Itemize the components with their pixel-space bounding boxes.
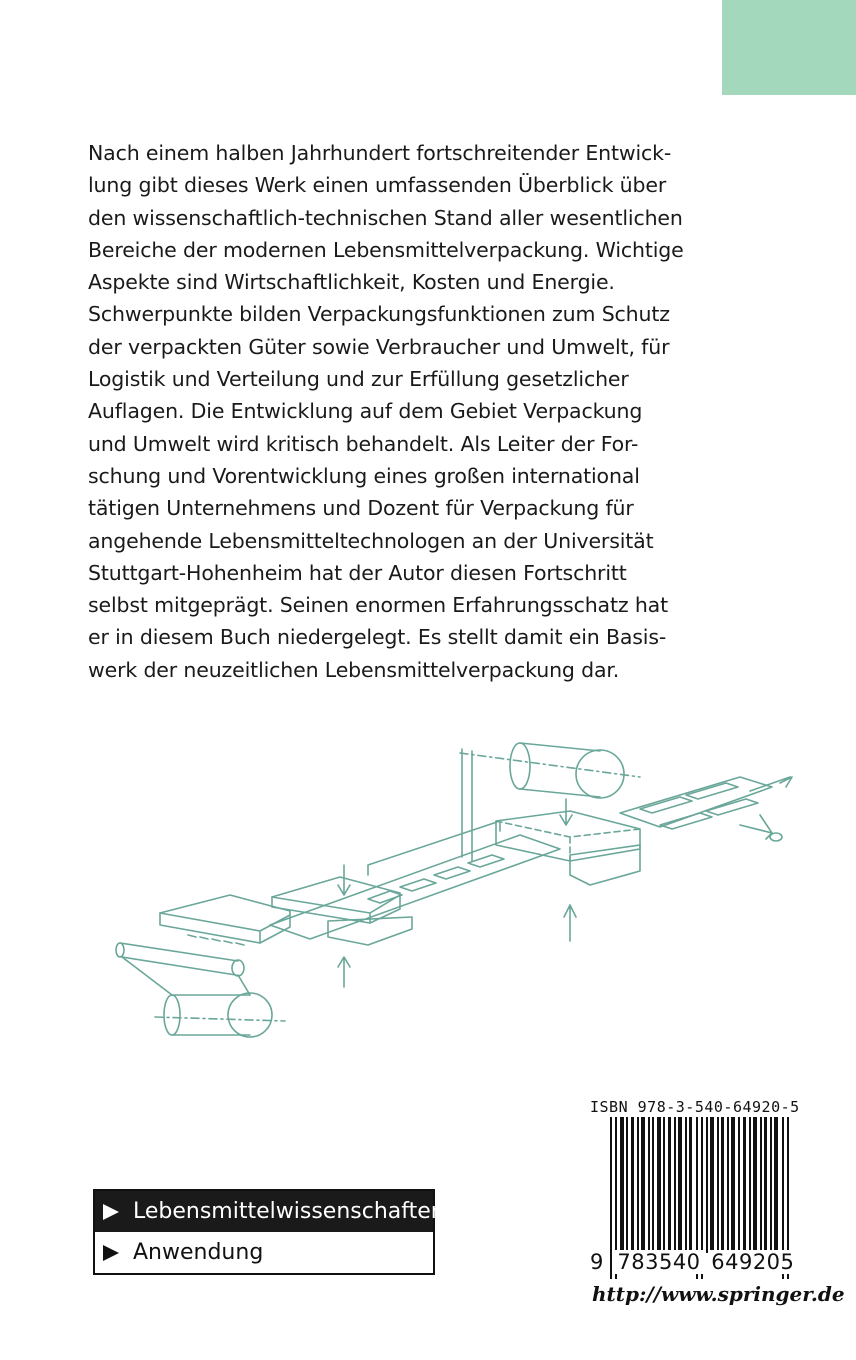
blurb-line: tätigen Unternehmens und Dozent für Verpackung für [88, 496, 634, 521]
barcode-digits [590, 1250, 796, 1274]
publisher-url[interactable]: http://www.springer.de [592, 1282, 845, 1306]
blurb-line: lung gibt dieses Werk einen umfassenden Überblick über [88, 173, 667, 198]
blurb-line: Nach einem halben Jahrhundert fortschreitender Entwick- [88, 141, 672, 165]
category-box [93, 1189, 445, 1275]
barcode-digit-group-2: 649205 [711, 1250, 795, 1274]
conveyor-web [270, 821, 560, 939]
blurb-line: schung und Vorentwicklung eines großen international [88, 463, 640, 488]
category-row [95, 1232, 433, 1273]
blurb-line: Schwerpunkte bilden Verpackungsfunktionen zum Schutz [88, 302, 670, 327]
play-triangle-icon [103, 1204, 119, 1220]
barcode-digit-group-1: 783540 [617, 1250, 701, 1274]
category-label: Anwendung [133, 1240, 264, 1265]
category-row [95, 1191, 445, 1232]
barcode-digit-lead: 9 [590, 1250, 604, 1274]
sealed-trays [620, 777, 792, 841]
blurb-line: Stuttgart-Hohenheim hat der Autor diesen Fortschritt [88, 560, 627, 585]
category-label: Lebensmittelwissenschaften [133, 1199, 445, 1224]
forming-block-1 [160, 895, 290, 945]
film-roll-top [460, 743, 640, 861]
film-roll-bottom [155, 993, 285, 1037]
blurb-line: und Umwelt wird kritisch behandelt. Als Leiter der For- [88, 431, 639, 456]
blurb-line: Aspekte sind Wirtschaftlichkeit, Kosten und Energie. [88, 270, 615, 295]
blurb-line: Bereiche der modernen Lebensmittelverpackung. Wichtige [88, 237, 684, 262]
isbn-number: ISBN 978-3-540-64920-5 [590, 1098, 800, 1116]
blurb-line: er in diesem Buch niedergelegt. Es stellt damit ein Basis- [88, 625, 667, 650]
blurb-line: Auflagen. Die Entwicklung auf dem Gebiet Verpackung [88, 399, 643, 424]
packaging-machine-drawing [100, 725, 800, 1060]
blurb-line: der verpackten Güter sowie Verbraucher und Umwelt, für [88, 334, 670, 359]
blurb-line: den wissenschaftlich-technischen Stand aller wesentlichen [88, 205, 683, 230]
guide-rollers [116, 943, 250, 995]
color-corner-tab [722, 0, 856, 95]
blurb-line: selbst mitgeprägt. Seinen enormen Erfahrungsschatz hat [88, 593, 668, 618]
play-triangle-icon [103, 1245, 119, 1261]
blurb-line: werk der neuzeitlichen Lebensmittelverpackung dar. [88, 657, 620, 682]
back-cover-blurb [88, 137, 688, 686]
sealing-station [496, 799, 640, 941]
forming-block-2 [272, 865, 412, 987]
blurb-line: angehende Lebensmitteltechnologen an der Universität [88, 528, 654, 553]
blurb-line: Logistik und Verteilung und zur Erfüllung gesetzlicher [88, 367, 629, 392]
